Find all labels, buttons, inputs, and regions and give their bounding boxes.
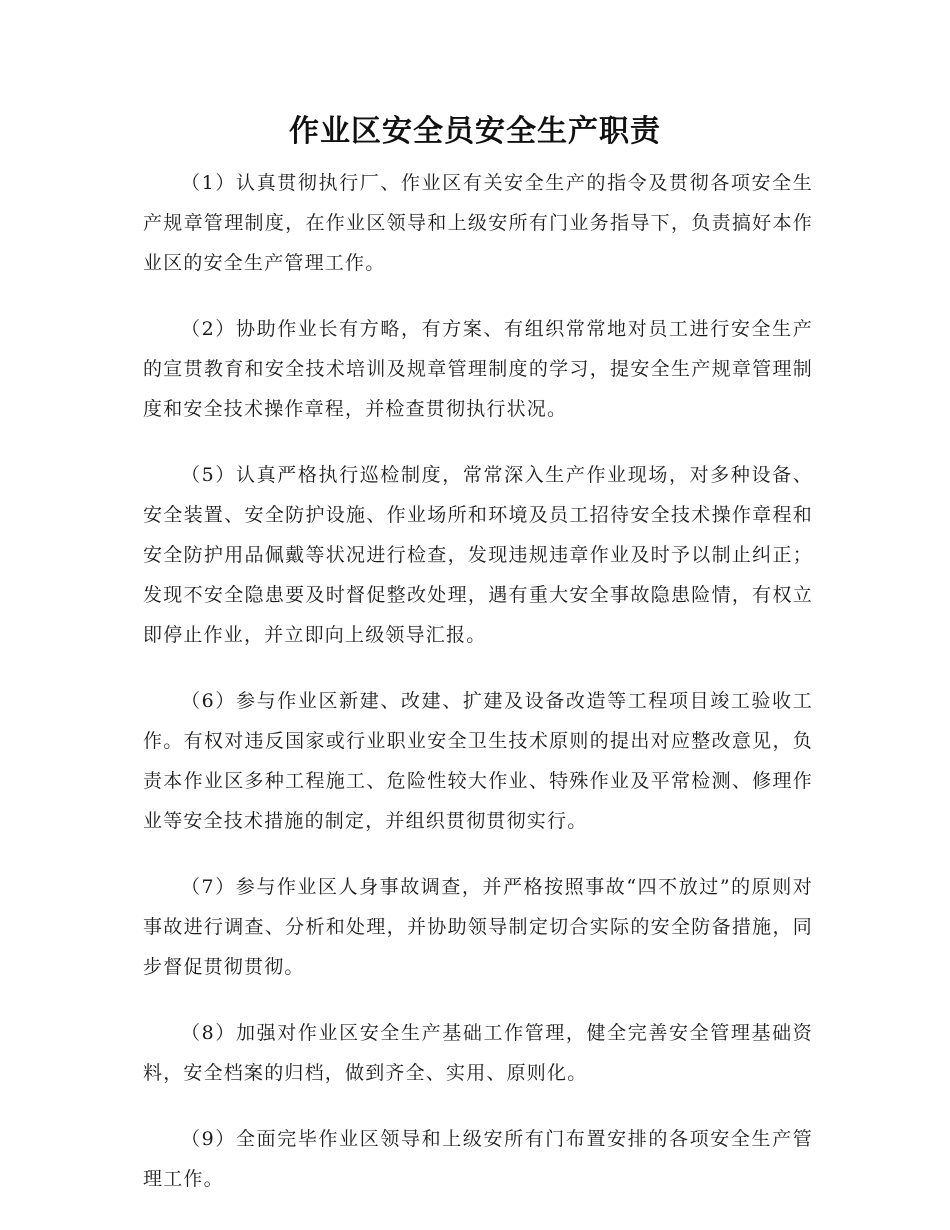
paragraph-9: （9）全面完毕作业区领导和上级安所有门布置安排的各项安全生产管理工作。 xyxy=(143,1128,813,1190)
paragraph-6: （6）参与作业区新建、改建、扩建及设备改造等工程项目竣工验收工作。有权对违反国家或行业职业安全卫生技术原则的提出对应整改意见，负责本作业区多种工程施工、危险性较大作业、特殊作业及平常检测、修理作业等安全技术措施的制定，并组织贯彻贯彻实行。 xyxy=(143,690,813,832)
paragraph-5: （5）认真严格执行巡检制度，常常深入生产作业现场，对多种设备、安全装置、安全防护设施、作业场所和环境及员工招待安全技术操作章程和安全防护用品佩戴等状况进行检查，发现违规违章作业及时予以制止纠正；发现不安全隐患要及时督促整改处理，遇有重大安全事故隐患险情，有权立即停止作业，并立即向上级领导汇报。 xyxy=(143,464,813,646)
document-title: 作业区安全员安全生产职责 xyxy=(289,114,661,149)
paragraph-8: （8）加强对作业区安全生产基础工作管理，健全完善安全管理基础资料，安全档案的归档，做到齐全、实用、原则化。 xyxy=(143,1022,813,1084)
paragraph-1: （1）认真贯彻执行厂、作业区有关安全生产的指令及贯彻各项安全生产规章管理制度，在作业区领导和上级安所有门业务指导下，负责搞好本作业区的安全生产管理工作。 xyxy=(143,172,813,274)
document-body xyxy=(143,163,813,1225)
paragraph-7: （7）参与作业区人身事故调查，并严格按照事故“四不放过”的原则对事故进行调查、分析和处理，并协助领导制定切合实际的安全防备措施，同步督促贯彻贯彻。 xyxy=(143,876,813,978)
paragraph-2: （2）协助作业长有方略，有方案、有组织常常地对员工进行安全生产的宣贯教育和安全技术培训及规章管理制度的学习，提安全生产规章管理制度和安全技术操作章程，并检查贯彻执行状况。 xyxy=(143,318,813,420)
